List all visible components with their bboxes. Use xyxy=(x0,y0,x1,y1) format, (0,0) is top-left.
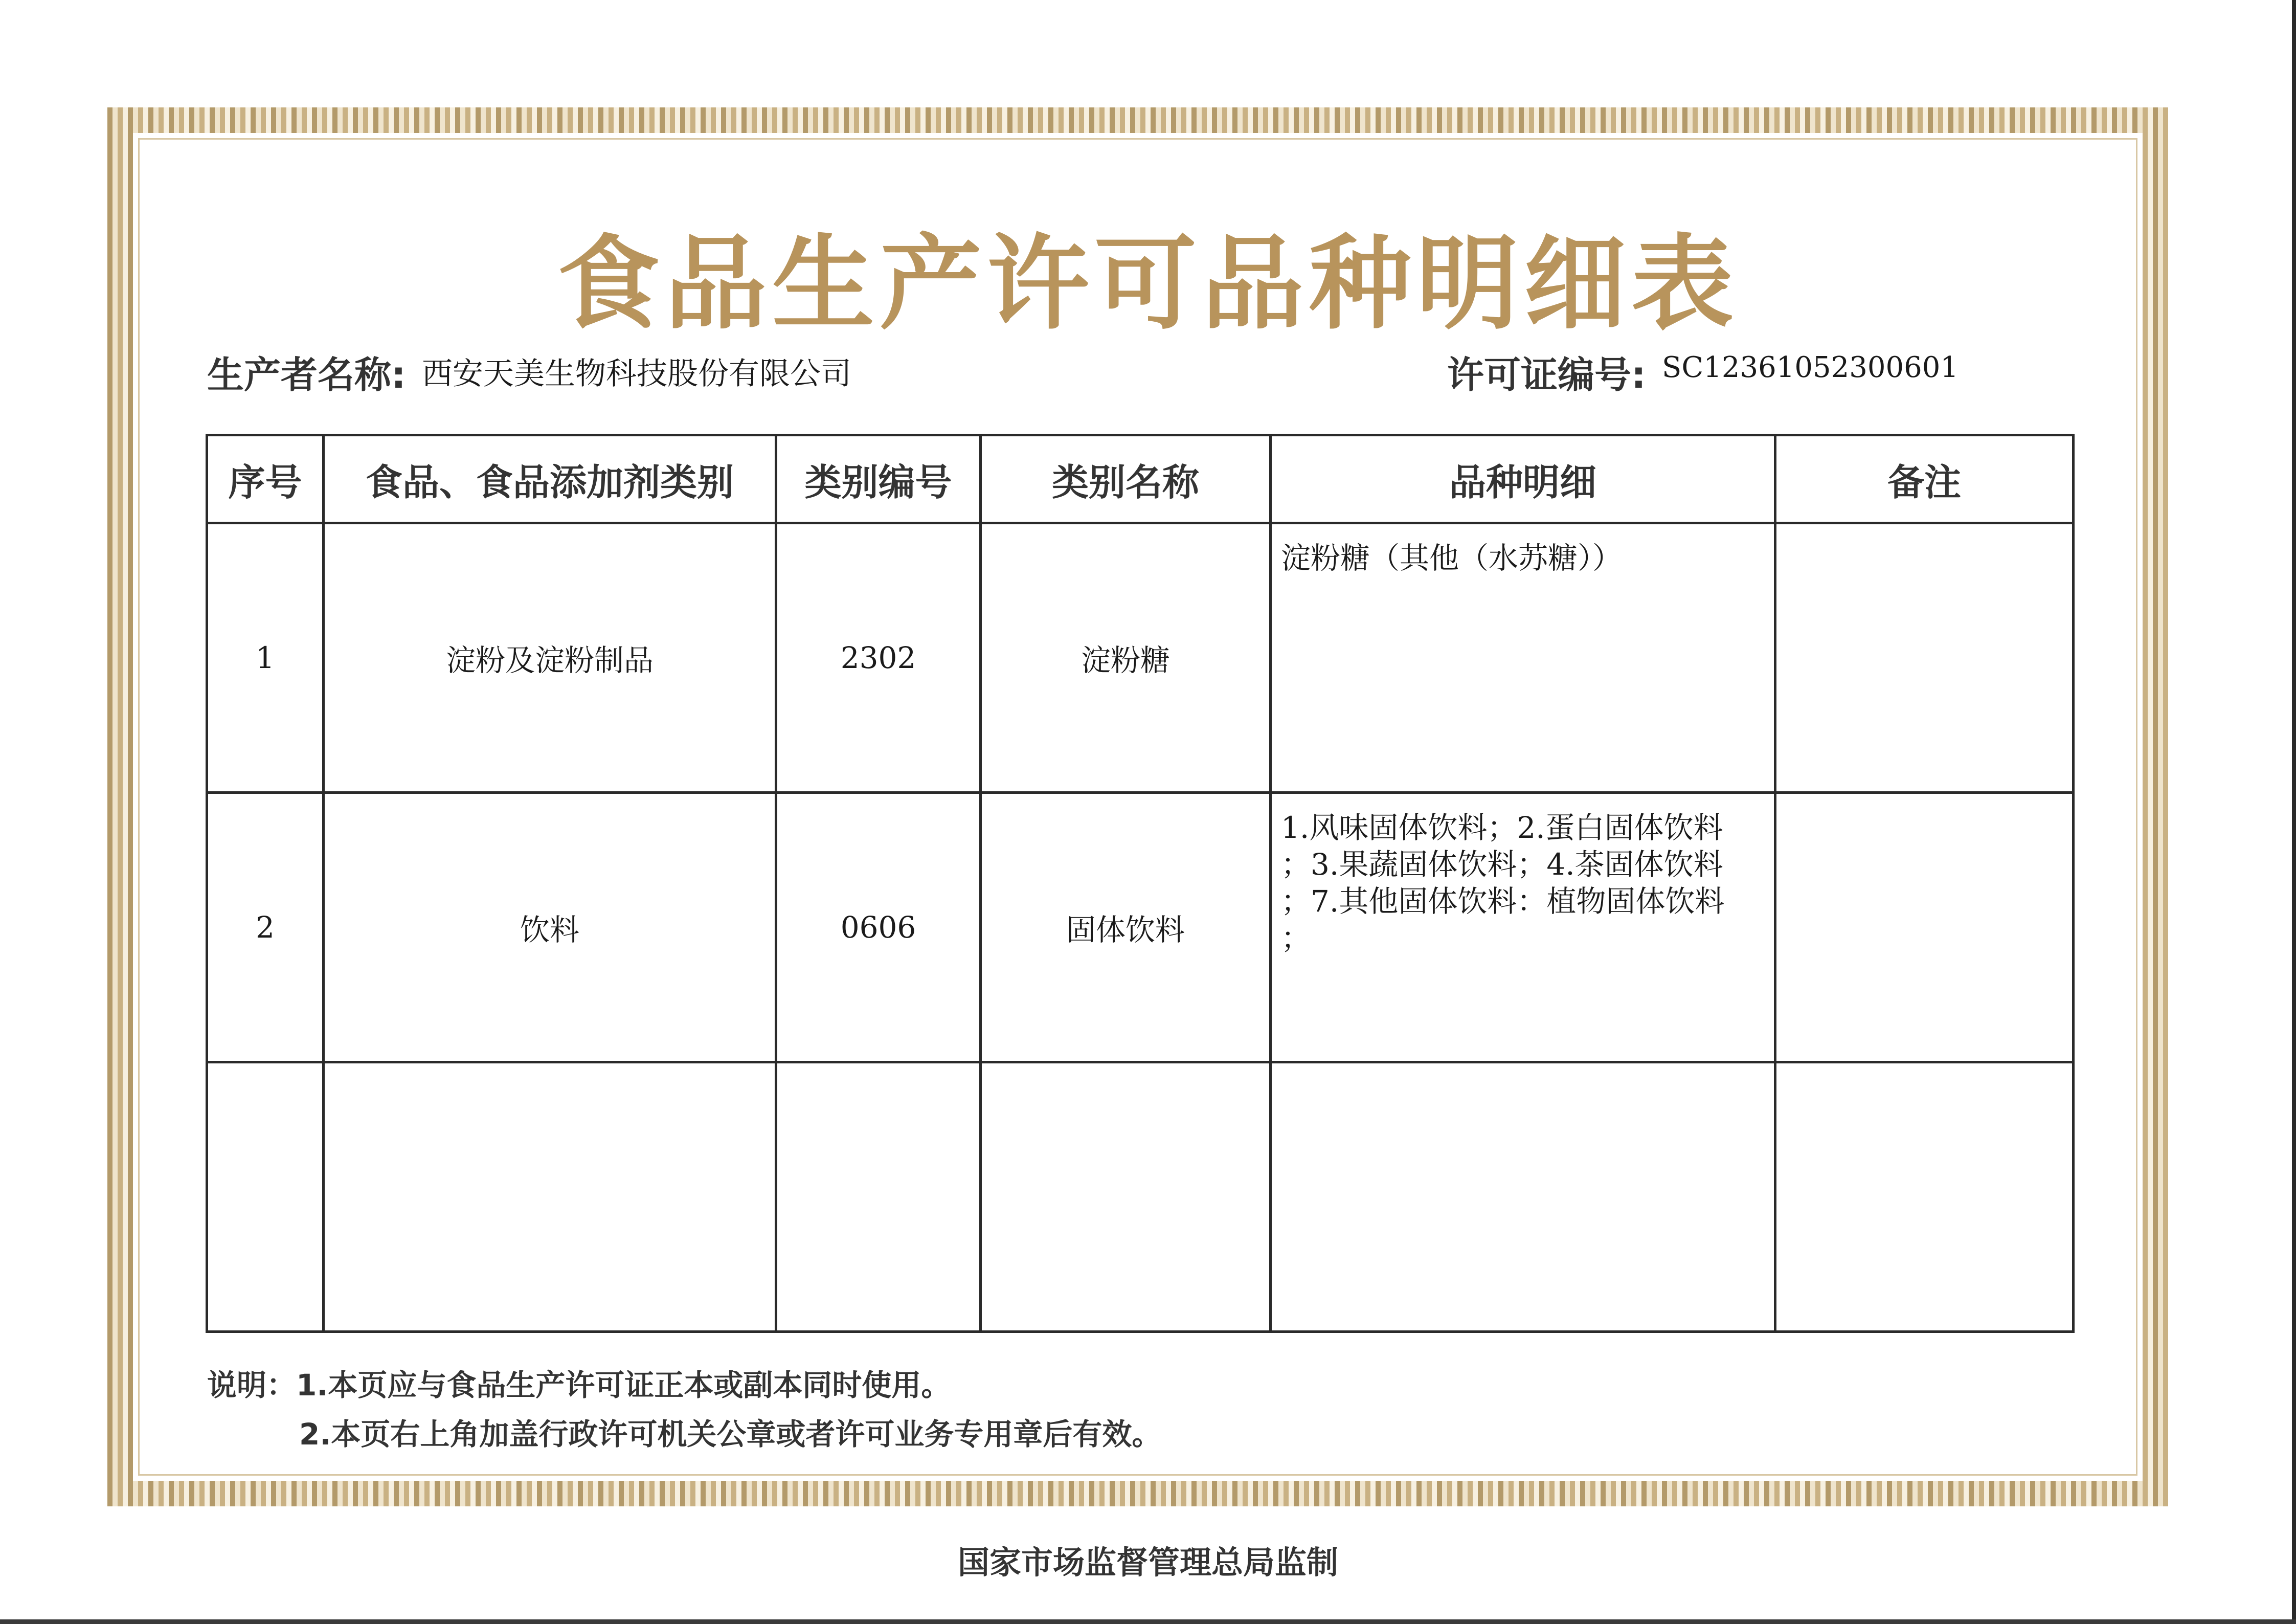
table-row xyxy=(207,523,2074,793)
variety-table xyxy=(206,434,2075,1333)
license-label: 许可证编号: xyxy=(1447,353,1646,396)
cell-no: 2 xyxy=(207,793,324,1062)
cell-code xyxy=(776,1062,981,1332)
page-edge xyxy=(0,1619,2296,1624)
cell-remark xyxy=(1775,523,2074,793)
cell-no xyxy=(207,1062,324,1332)
table-row xyxy=(207,793,2074,1062)
cell-code: 2302 xyxy=(776,523,981,793)
note-line-1: 说明：1.本页应与食品生产许可证正本或副本同时使用。 xyxy=(207,1368,951,1403)
cell-varieties: 淀粉糖（其他（水苏糖）） xyxy=(1271,523,1775,793)
cell-name: 淀粉糖 xyxy=(981,523,1271,793)
cell-varieties xyxy=(1271,1062,1775,1332)
cell-category: 饮料 xyxy=(324,793,776,1062)
cell-code: 0606 xyxy=(776,793,981,1062)
cell-name xyxy=(981,1062,1271,1332)
cell-remark xyxy=(1775,1062,2074,1332)
document-title: 食品生产许可品种明细表 xyxy=(557,224,1739,344)
cell-remark xyxy=(1775,793,2074,1062)
header-no: 序号 xyxy=(207,435,324,523)
note-line-2: 2.本页右上角加盖行政许可机关公章或者许可业务专用章后有效。 xyxy=(299,1417,1162,1452)
notes xyxy=(207,1361,1161,1459)
header-varieties: 品种明细 xyxy=(1271,435,1775,523)
cell-no: 1 xyxy=(207,523,324,793)
table-header-row xyxy=(207,435,2074,523)
cell-name: 固体饮料 xyxy=(981,793,1271,1062)
license-number: SC12361052300601 xyxy=(1662,351,1959,384)
issuer-footer: 国家市场监督管理总局监制 xyxy=(957,1544,1338,1581)
producer-name: 西安天美生物科技股份有限公司 xyxy=(422,356,851,392)
header-code: 类别编号 xyxy=(776,435,981,523)
header-remark: 备注 xyxy=(1775,435,2074,523)
producer-label: 生产者名称: xyxy=(207,353,406,396)
cell-category xyxy=(324,1062,776,1332)
table-row xyxy=(207,1062,2074,1332)
header-category: 食品、食品添加剂类别 xyxy=(324,435,776,523)
header-name: 类别名称 xyxy=(981,435,1271,523)
cell-varieties: 1.风味固体饮料；2.蛋白固体饮料 ；3.果蔬固体饮料；4.茶固体饮料 ；7.其他固体饮料：植物固体饮料 ； xyxy=(1271,793,1775,1062)
cell-category: 淀粉及淀粉制品 xyxy=(324,523,776,793)
